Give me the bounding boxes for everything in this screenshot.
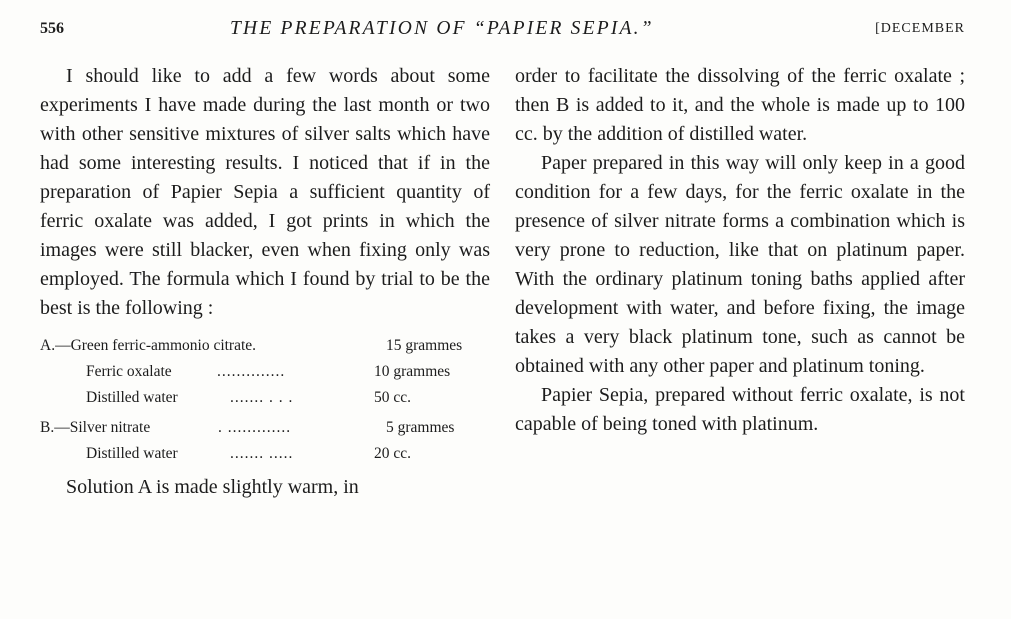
distilled-water-b-label: Distilled water <box>86 445 178 462</box>
left-column <box>40 62 490 502</box>
distilled-water-b-qty: 20 cc. <box>374 445 412 462</box>
running-title: THE PREPARATION OF “PAPIER SEPIA.” <box>230 18 654 39</box>
dot-leader: ....... . . . <box>230 389 294 406</box>
formula-table <box>40 333 490 467</box>
ferric-oxalate-qty: 10 grammes <box>374 363 451 380</box>
distilled-water-a-qty: 50 cc. <box>374 389 412 406</box>
right-column <box>515 62 965 439</box>
distilled-water-a-label: Distilled water <box>86 389 178 406</box>
ferric-oxalate-label: Ferric oxalate <box>86 363 172 380</box>
formula-row-a <box>40 333 490 359</box>
formula-a-label: A.—Green ferric-ammonio citrate. <box>40 337 257 354</box>
running-header <box>40 18 965 44</box>
formula-a-qty: 15 grammes <box>386 337 463 354</box>
formula-b-label: B.—Silver nitrate <box>40 419 151 436</box>
dot-leader: . ............. <box>218 419 292 436</box>
month-label: [DECEMBER <box>875 21 965 36</box>
left-paragraph-2: Solution A is made slightly warm, in <box>66 476 359 498</box>
right-paragraph-2: Paper prepared in this way will only keep in a good condition for a few days, for the ferric oxalate in the presence of silver nitrate forms a combination which is very prone to reduction, like that on platinum paper. With the ordinary platinum toning baths applied after development with water, and before fixing, the image takes a very black platinum tone, such as cannot be obtained with any other paper and platinum toning. <box>515 152 965 377</box>
formula-row-b <box>40 415 490 441</box>
formula-row-ferric-oxalate <box>40 359 490 385</box>
formula-b-qty: 5 grammes <box>386 419 455 436</box>
formula-row-distilled-water-b <box>40 441 490 467</box>
right-paragraph-1: order to facilitate the dissolving of the ferric oxalate ; then B is added to it, and the whole is made up to 100 cc. by the addition of distilled water. <box>515 65 965 145</box>
right-paragraph-3: Papier Sepia, prepared without ferric oxalate, is not capable of being toned with platinum. <box>515 384 965 435</box>
formula-row-distilled-water-a <box>40 385 490 411</box>
left-paragraph-1: I should like to add a few words about some experiments I have made during the last month or two with other sensitive mixtures of silver salts which have had some interesting results. I noticed that if in the preparation of Papier Sepia a sufficient quantity of ferric oxalate was added, I got prints in which the images were still blacker, even when fixing only was employed. The formula which I found by trial to be the best is the following : <box>40 65 490 319</box>
dot-leader: ....... ..... <box>230 445 294 462</box>
page-number: 556 <box>40 20 64 37</box>
dot-leader: .............. <box>217 363 286 380</box>
